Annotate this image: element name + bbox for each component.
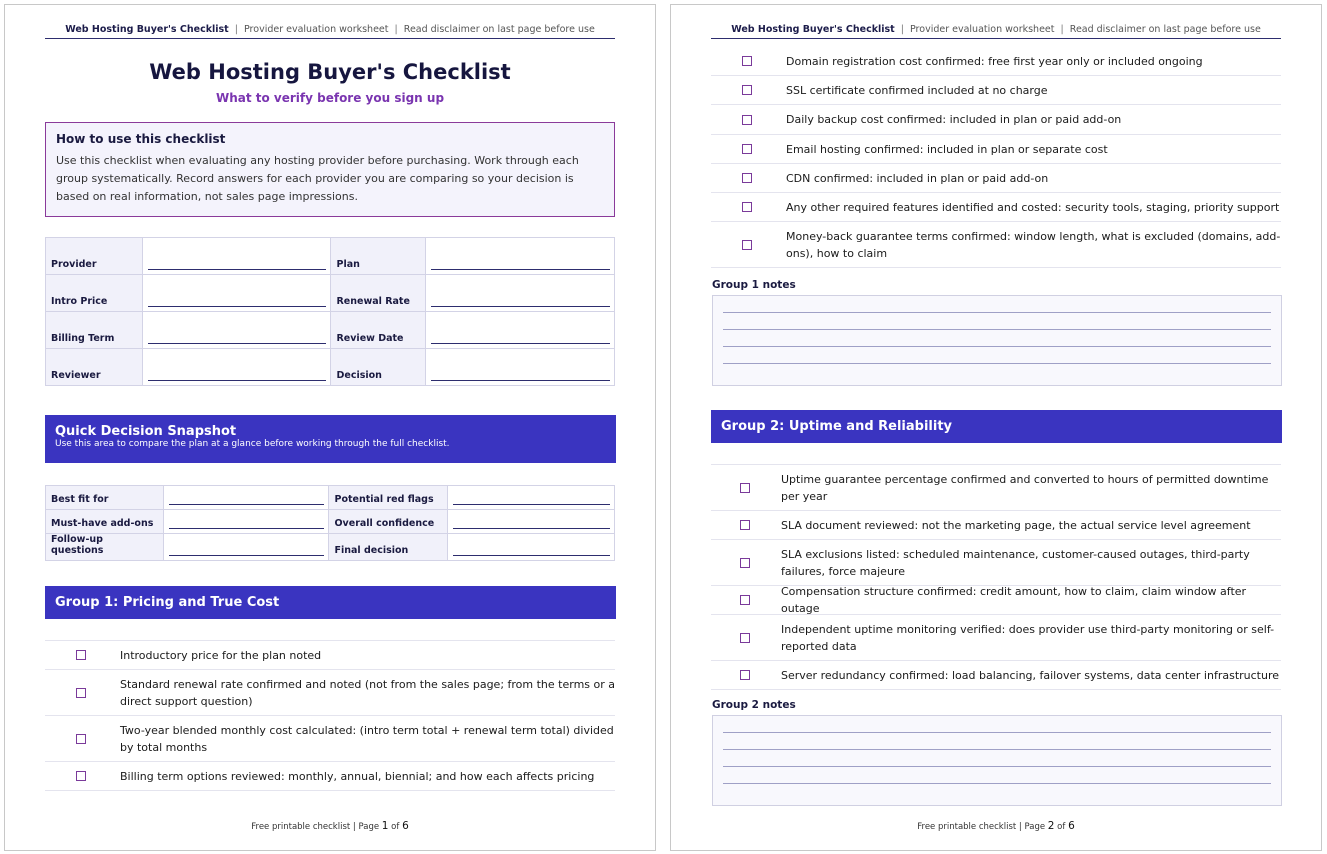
group-1-banner [45, 586, 616, 619]
field-label: Overall confidence [329, 510, 448, 534]
group-2-heading: Group 2: Uptime and Reliability [721, 419, 953, 434]
checkbox[interactable] [76, 650, 86, 660]
checklist-item [711, 586, 1281, 615]
checklist-item [45, 641, 615, 670]
field-label: Must-have add-ons [46, 510, 164, 534]
page-1 [4, 4, 656, 851]
checklist-item-text: SLA exclusions listed: scheduled maintenance, customer-caused outages, third-party failures, force majeure [781, 547, 1250, 578]
checklist-item-text: SSL certificate confirmed included at no charge [786, 83, 1048, 97]
info-row [46, 349, 615, 386]
checklist-item [711, 76, 1281, 105]
page-total: 6 [1068, 820, 1075, 832]
checkbox[interactable] [742, 144, 752, 154]
checklist-item-text: Money-back guarantee terms confirmed: window length, what is excluded (domains, add-ons), how to claim [786, 229, 1281, 260]
checklist-item-text: Two-year blended monthly cost calculated: (intro term total + renewal term total) divided by total months [120, 723, 614, 754]
checklist-item [711, 135, 1281, 164]
checklist-item [45, 670, 615, 716]
group-1-heading: Group 1: Pricing and True Cost [55, 595, 280, 610]
checklist-item [711, 193, 1281, 222]
field-label: Plan [331, 238, 426, 275]
add-ons-field[interactable] [163, 510, 329, 534]
checklist-item-text: Domain registration cost confirmed: free first year only or included ongoing [786, 54, 1203, 68]
checklist-item [711, 47, 1281, 76]
checklist-item-text: SLA document reviewed: not the marketing page, the actual service level agreement [781, 518, 1251, 532]
review-date-field[interactable] [426, 312, 615, 349]
checkbox[interactable] [742, 85, 752, 95]
checklist-item [711, 615, 1281, 661]
checklist-item-text: Independent uptime monitoring verified: does provider use third-party monitoring or self-reported data [781, 622, 1275, 653]
field-label: Reviewer [46, 349, 143, 386]
snapshot-row [46, 510, 615, 534]
field-label: Intro Price [46, 275, 143, 312]
checkbox[interactable] [742, 173, 752, 183]
field-label: Provider [46, 238, 143, 275]
group-2-notes-box[interactable] [712, 715, 1282, 806]
checklist-item-text: Introductory price for the plan noted [120, 648, 322, 662]
best-fit-field[interactable] [163, 486, 329, 510]
checkbox[interactable] [740, 670, 750, 680]
snapshot-banner [45, 415, 616, 463]
group-2-notes-label: Group 2 notes [712, 699, 796, 711]
checkbox[interactable] [742, 202, 752, 212]
field-label: Follow-up questions [46, 534, 164, 561]
field-label: Decision [331, 349, 426, 386]
running-header: Web Hosting Buyer's Checklist | Provider evaluation worksheet | Read disclaimer on last page before use [711, 24, 1281, 39]
checkbox[interactable] [76, 688, 86, 698]
checklist-item [711, 222, 1281, 268]
running-header: Web Hosting Buyer's Checklist | Provider evaluation worksheet | Read disclaimer on last page before use [45, 24, 615, 39]
running-header-note: Read disclaimer on last page before use [1069, 24, 1261, 35]
checklist-item [45, 716, 615, 762]
checklist-item-text: Server redundancy confirmed: load balancing, failover systems, data center infrastructure [781, 668, 1280, 682]
checkbox[interactable] [742, 56, 752, 66]
checklist-item-text: Billing term options reviewed: monthly, annual, biennial; and how each affects pricing [120, 769, 595, 783]
how-to-use-callout [45, 122, 615, 217]
red-flags-field[interactable] [448, 486, 615, 510]
provider-field[interactable] [142, 238, 331, 275]
final-decision-field[interactable] [448, 534, 615, 561]
checkbox[interactable] [740, 558, 750, 568]
info-row [46, 312, 615, 349]
page-footer: Free printable checklist | Page 1 of 6 [251, 820, 409, 832]
confidence-field[interactable] [448, 510, 615, 534]
group-1-checklist [45, 640, 615, 791]
checklist-item-text: Email hosting confirmed: included in plan or separate cost [786, 142, 1108, 156]
page-footer: Free printable checklist | Page 2 of 6 [917, 820, 1075, 832]
document-title: Web Hosting Buyer's Checklist [149, 60, 511, 84]
how-to-heading: How to use this checklist [56, 132, 226, 146]
field-label: Best fit for [46, 486, 164, 510]
snapshot-subheading: Use this area to compare the plan at a glance before working through the full checklist. [55, 439, 450, 449]
running-header-title: Web Hosting Buyer's Checklist [65, 24, 229, 35]
field-label: Renewal Rate [331, 275, 426, 312]
running-header-subtitle: Provider evaluation worksheet [910, 24, 1055, 35]
checklist-item [45, 762, 615, 791]
snapshot-row [46, 486, 615, 510]
field-label: Potential red flags [329, 486, 448, 510]
checklist-item-text: Standard renewal rate confirmed and noted (not from the sales page; from the terms or a direct support question) [120, 677, 616, 708]
intro-price-field[interactable] [142, 275, 331, 312]
checkbox[interactable] [742, 115, 752, 125]
running-header-title: Web Hosting Buyer's Checklist [731, 24, 895, 35]
checklist-item-text: Daily backup cost confirmed: included in plan or paid add-on [786, 113, 1122, 126]
checklist-item [711, 465, 1281, 511]
document-subtitle: What to verify before you sign up [215, 91, 445, 105]
field-label: Review Date [331, 312, 426, 349]
checkbox[interactable] [76, 771, 86, 781]
checklist-item-text: Compensation structure confirmed: credit amount, how to claim, claim window after outage [781, 585, 1247, 615]
field-label: Final decision [329, 534, 448, 561]
page-total: 6 [402, 820, 409, 832]
info-row [46, 275, 615, 312]
reviewer-field[interactable] [142, 349, 331, 386]
how-to-body: Use this checklist when evaluating any hosting provider before purchasing. Work through each group systematically. Record answers for each provider you are comparing so your decision is based on real information, not sales page impressions. [56, 154, 579, 203]
snapshot-row [46, 534, 615, 561]
group-2-checklist [711, 464, 1281, 690]
page-number: 1 [381, 820, 389, 832]
checkbox[interactable] [740, 633, 750, 643]
page-2 [670, 4, 1322, 851]
checkbox[interactable] [740, 520, 750, 530]
checklist-item [711, 511, 1281, 540]
follow-up-field[interactable] [163, 534, 329, 561]
checkbox[interactable] [740, 483, 750, 493]
checklist-item-text: Any other required features identified and costed: security tools, staging, priority support [786, 200, 1280, 214]
checklist-item [711, 540, 1281, 586]
group-1-checklist-continued [711, 47, 1281, 268]
plan-field[interactable] [426, 238, 615, 275]
group-1-notes-box[interactable] [712, 295, 1282, 386]
checkbox[interactable] [742, 240, 752, 250]
checklist-item-text: Uptime guarantee percentage confirmed and converted to hours of permitted downtime per year [781, 472, 1269, 503]
group-2-banner [711, 410, 1282, 443]
provider-info-table [45, 237, 615, 386]
checklist-item [711, 164, 1281, 193]
field-label: Billing Term [46, 312, 143, 349]
decision-field[interactable] [426, 349, 615, 386]
group-1-notes-label: Group 1 notes [712, 279, 796, 291]
checkbox[interactable] [740, 595, 750, 605]
running-header-note: Read disclaimer on last page before use [403, 24, 595, 35]
info-row [46, 238, 615, 275]
checklist-item [711, 661, 1281, 690]
renewal-rate-field[interactable] [426, 275, 615, 312]
checklist-item [711, 105, 1281, 135]
page-number: 2 [1047, 820, 1055, 832]
snapshot-table [45, 485, 615, 561]
running-header-subtitle: Provider evaluation worksheet [244, 24, 389, 35]
checkbox[interactable] [76, 734, 86, 744]
billing-term-field[interactable] [142, 312, 331, 349]
snapshot-heading: Quick Decision Snapshot [55, 424, 237, 439]
checklist-item-text: CDN confirmed: included in plan or paid add-on [786, 171, 1049, 185]
